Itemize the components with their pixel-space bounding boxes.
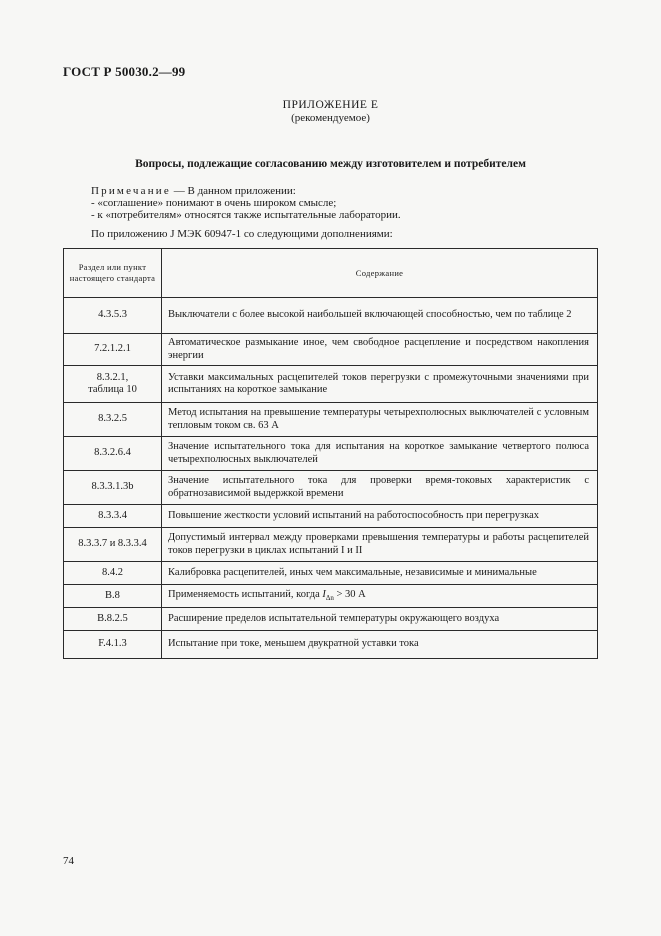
row-section-ref: 8.3.2.1, таблица 10 [64, 366, 162, 403]
row-content: Допустимый интервал между проверками превышения температуры и работы расцепителей токов перегрузки в циклах испытаний I и II [162, 528, 598, 562]
note-item-agreement: - «соглашение» понимают в очень широком смысле; [91, 197, 337, 209]
table-row [64, 437, 598, 471]
row-section-ref: 8.3.3.7 и 8.3.3.4 [64, 528, 162, 562]
table-row [64, 585, 598, 608]
row-section-ref: 7.2.1.2.1 [64, 334, 162, 366]
row-content: Значение испытательного тока для испытания на короткое замыкание четвертого полюса четырехполюсных выключателей [162, 437, 598, 471]
row-content: Значение испытательного тока для проверки время-токовых характеристик с обратнозависимой выдержкой времени [162, 471, 598, 505]
section-heading: Вопросы, подлежащие согласованию между изготовителем и потребителем [135, 158, 526, 170]
table-row [64, 403, 598, 437]
row-content: Выключатели с более высокой наибольшей включающей способностью, чем по таблице 2 [162, 298, 598, 334]
row-section-ref: 8.3.3.4 [64, 505, 162, 528]
appendix-title: ПРИЛОЖЕНИЕ Е [282, 99, 379, 111]
row-section-ref: B.8.2.5 [64, 608, 162, 631]
row-section-ref: 8.3.2.5 [64, 403, 162, 437]
page-number: 74 [63, 855, 74, 867]
column-header-section: Раздел или пункт настоящего стандарта [64, 249, 162, 298]
appendix-subtitle: (рекомендуемое) [291, 112, 370, 124]
row-content: Автоматическое размыкание иное, чем свободное расцепление и посредством накопления энергии [162, 334, 598, 366]
row-section-ref: 8.4.2 [64, 562, 162, 585]
table-row [64, 298, 598, 334]
row-content: Испытание при токе, меньшем двукратной уставки тока [162, 631, 598, 659]
table-row [64, 334, 598, 366]
issues-table [63, 248, 598, 659]
table-header-row [64, 249, 598, 298]
table-row [64, 366, 598, 403]
row-content: Уставки максимальных расцепителей токов перегрузки с промежуточными значениями при испытаниях на короткое замыкание [162, 366, 598, 403]
table-row [64, 528, 598, 562]
table-row [64, 608, 598, 631]
table-row [64, 505, 598, 528]
row-section-ref: 4.3.5.3 [64, 298, 162, 334]
table-row [64, 631, 598, 659]
row-content: Метод испытания на превышение температуры четырехполюсных выключателей с условным тепловым током св. 63 А [162, 403, 598, 437]
note-item-consumers: - к «потребителям» относятся также испытательные лаборатории. [91, 209, 401, 221]
row-content: Повышение жесткости условий испытаний на работоспособность при перегрузках [162, 505, 598, 528]
table-body [64, 298, 598, 659]
note-text: — В данном приложении: [170, 185, 296, 197]
table-row [64, 471, 598, 505]
row-section-ref: 8.3.3.1.3b [64, 471, 162, 505]
note-line [91, 185, 296, 197]
row-section-ref: 8.3.2.6.4 [64, 437, 162, 471]
row-section-ref: F.4.1.3 [64, 631, 162, 659]
row-content: Применяемость испытаний, когда $I_{\Delta n} > 30$ А [162, 585, 598, 608]
row-content: Калибровка расцепителей, иных чем максимальные, независимые и минимальные [162, 562, 598, 585]
column-header-content: Содержание [162, 249, 598, 298]
row-content: Расширение пределов испытательной температуры окружающего воздуха [162, 608, 598, 631]
table-row [64, 562, 598, 585]
row-section-ref: B.8 [64, 585, 162, 608]
note-label: Примечание [91, 185, 171, 197]
document-code: ГОСТ Р 50030.2—99 [63, 64, 186, 79]
intro-text: По приложению J МЭК 60947-1 со следующими дополнениями: [91, 228, 393, 240]
